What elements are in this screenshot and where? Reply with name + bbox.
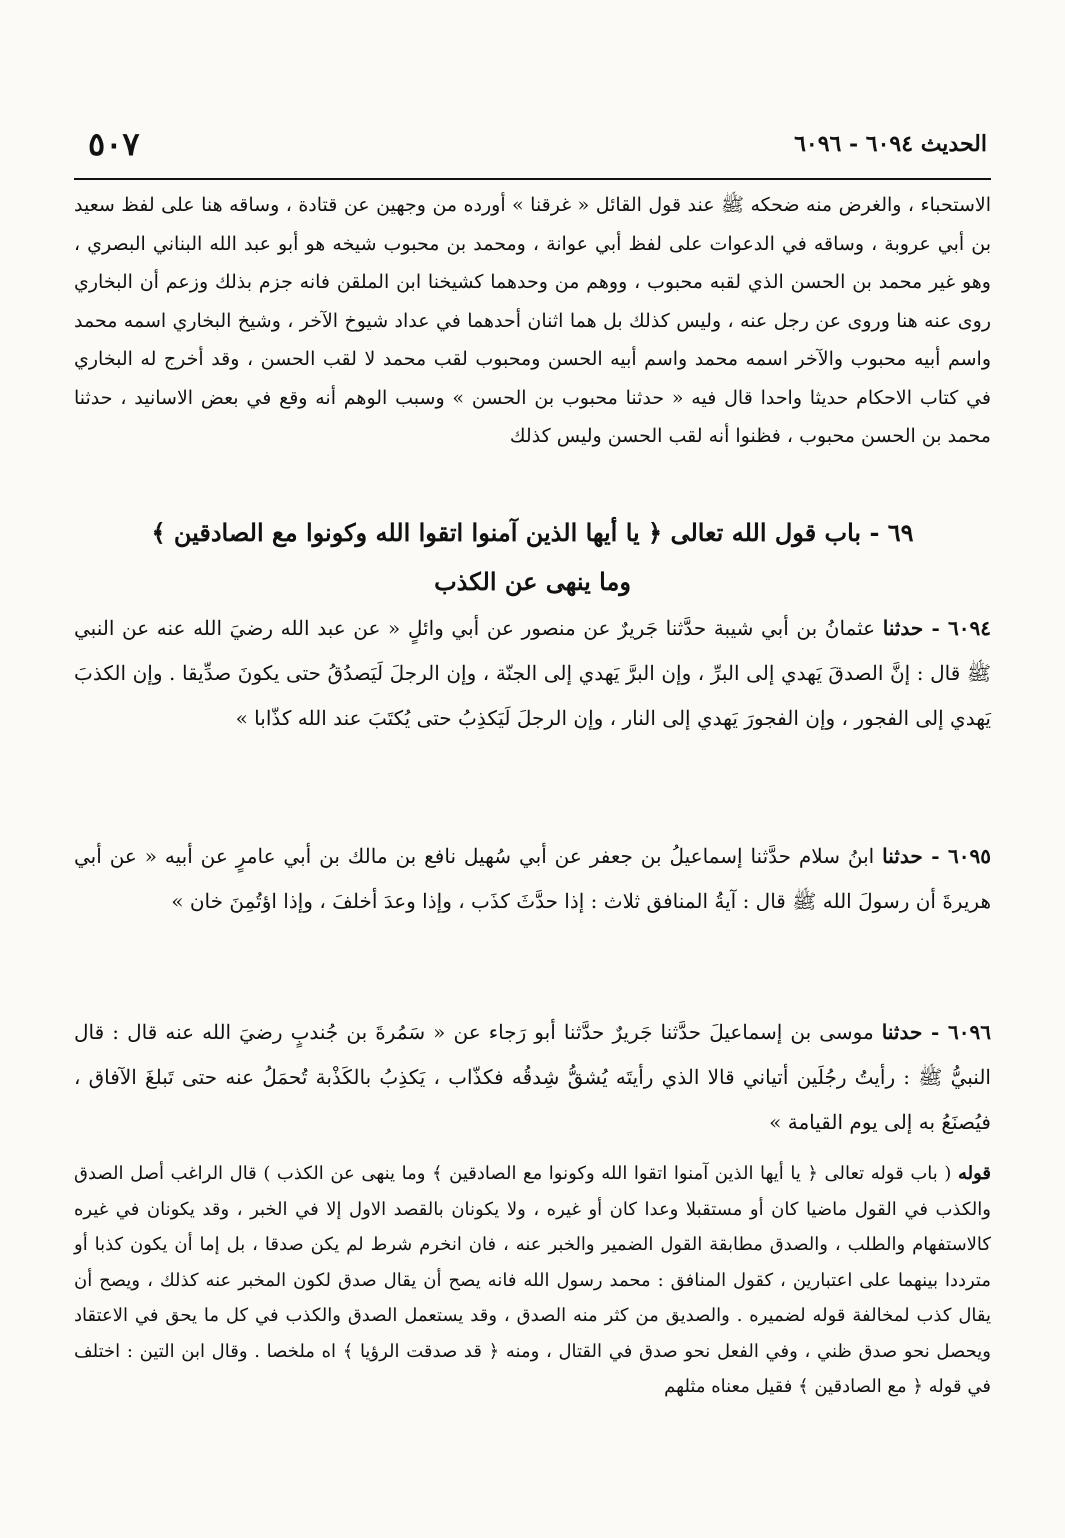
header-rule <box>74 178 991 180</box>
commentary-top: الاستحباء ، والغرض منه ضحكه ﷺ عند قول القائل « غرقنا » أورده من وجهين عن قتادة ، وساقه هنا على لفظ سعيد بن أبي عروبة ، وساقه في الدعوات على لفظ أبي عوانة ، ومحمد بن محبوب شيخه هو أبو عبد الله البناني البصري ، وهو غير محمد بن الحسن الذي لقبه محبوب ، ووهم من وحدهما كشيخنا ابن الملقن فانه جزم بذلك وزعم أن البخاري روى عنه هنا وروى عن رجل عنه ، وليس كذلك بل هما اثنان أحدهما في عداد شيوخ الآخر ، وشيخ البخاري اسمه محمد واسم أبيه محبوب والآخر اسمه محمد واسم أبيه الحسن ومحبوب لقب محمد لا لقب الحسن ، وقد أخرج له البخاري في كتاب الاحكام حديثا واحدا قال فيه « حدثنا محبوب بن الحسن » وسبب الوهم أنه وقع في بعض الاسانيد ، حدثنا محمد بن الحسن محبوب ، فظنوا أنه لقب الحسن وليس كذلك <box>74 194 991 447</box>
commentary-lead: قوله <box>957 1163 991 1184</box>
hadith-lead: ٦٠٩٦ - حدثنا <box>881 1020 991 1044</box>
hadith-text: ابنُ سلام حدَّثنا إسماعيلُ بن جعفر عن أبي سُهيل نافع بن مالك بن أبي عامرٍ عن أبيه « عن أبي هريرةَ أن رسولَ الله ﷺ قال : آيةُ المنافق ثلاث : إذا حدَّثَ كذَب ، وإذا وعدَ أخلفَ ، وإذا اؤتُمِنَ خان » <box>74 844 991 913</box>
chapter-subheading: وما ينهى عن الكذب <box>434 567 631 596</box>
hadith-text: عثمانُ بن أبي شيبة حدَّثنا جَريرٌ عن منصور عن أبي وائلٍ « عن عبد الله رضيَ الله عنه عن النبي ﷺ قال : إنَّ الصدقَ يَهدي إلى البرِّ ، وإن البرَّ يَهدي إلى الجنّة ، وإن الرجلَ لَيَصدُقُ حتى يكونَ صدِّيقا . وإن الكذبَ يَهدي إلى الفجور ، وإن الفجورَ يَهدي إلى النار ، وإن الرجلَ لَيَكذِبُ حتى يُكتَبَ عند الله كذّابا » <box>74 616 991 730</box>
hadith-text: موسى بن إسماعيلَ حدَّثنا جَريرٌ حدَّثنا أبو رَجاء عن « سَمُرةَ بن جُندبٍ رضيَ الله عنه قال : قال النبيُّ ﷺ : رأيتُ رجُلَين أتياني قالا الذي رأيتَه يُشقُّ شِدقُه فكذّاب ، يَكذِبُ بالكَذْبة تُحمَلُ عنه حتى تَبلغَ الآفاق ، فيُصنَعُ به إلى يوم القيامة » <box>74 1020 991 1134</box>
hadith-lead: ٦٠٩٤ - حدثنا <box>882 616 991 640</box>
commentary-bottom <box>74 1156 991 1405</box>
hadith-6094 <box>74 606 991 741</box>
hadith-lead: ٦٠٩٥ - حدثنا <box>882 844 991 868</box>
commentary-text: ( باب قوله تعالى ﴿ يا أيها الذين آمنوا اتقوا الله وكونوا مع الصادقين ﴾ وما ينهى عن الكذب ) قال الراغب أصل الصدق والكذب في القول ماضيا كان أو مستقبلا وعدا كان أو غيره ، ولا يكونان بالقصد الاول إلا في الخبر ، وقد يكونان في غيره كالاستفهام والطلب ، والصدق مطابقة القول الضمير والخبر عنه ، فان انخرم شرط لم يكن صدقا ، بل إما أن يكون كذبا أو مترددا بينهما على اعتبارين ، كقول المنافق : محمد رسول الله فانه يصح أن يقال صدق لكون المخبر عنه كذلك ، ويصح أن يقال كذب لمخالفة قوله لضميره . والصديق من كثر منه الصدق ، وقد يستعمل الصدق والكذب في كل ما يحق في الاعتقاد ويحصل نحو صدق ظني ، وفي الفعل نحو صدق في القتال ، ومنه ﴿ قد صدقت الرؤيا ﴾ اه ملخصا . وقال ابن التين : اختلف في قوله ﴿ مع الصادقين ﴾ فقيل معناه مثلهم <box>74 1163 991 1397</box>
page-header <box>78 125 987 177</box>
page-number: ٥٠٧ <box>88 125 140 163</box>
chapter-heading: ٦٩ - باب قول الله تعالى ﴿ يا أيها الذين آمنوا اتقوا الله وكونوا مع الصادقين ﴾ <box>151 518 914 547</box>
hadith-6095 <box>74 834 991 924</box>
running-title: الحديث ٦٠٩٤ - ٦٠٩٦ <box>794 131 987 157</box>
hadith-6096 <box>74 1010 991 1145</box>
